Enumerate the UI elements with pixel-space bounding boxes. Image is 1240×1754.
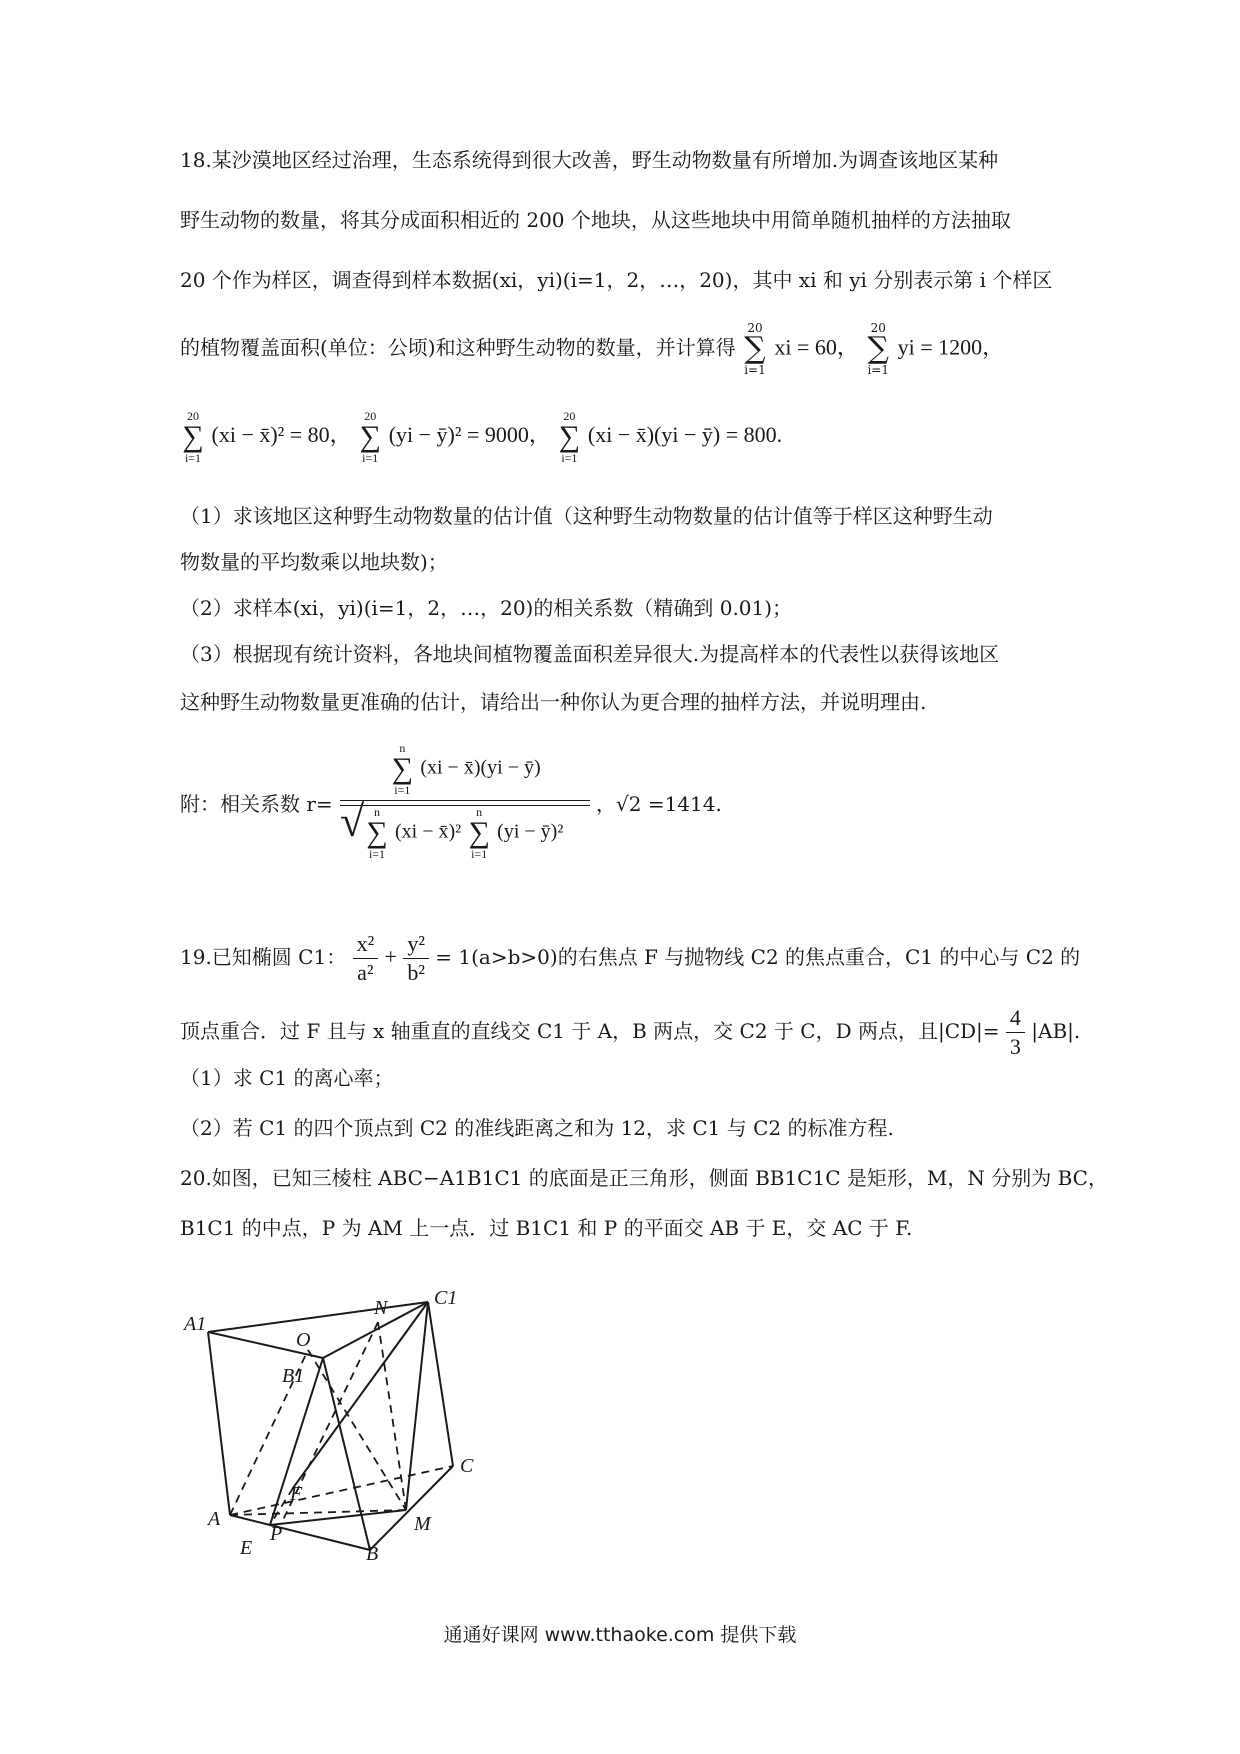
sum-symbol: n ∑ i=1 bbox=[391, 741, 414, 797]
correlation-formula bbox=[340, 742, 590, 860]
q18-line-2: 野生动物的数量，将其分成面积相近的 200 个地块，从这些地块中用简单随机抽样的方法抽取 bbox=[180, 208, 1011, 232]
prism-figure bbox=[178, 1290, 498, 1560]
q20-line-2: B1C1 的中点，P 为 AM 上一点．过 B1C1 和 P 的平面交 AB 于 E，交 AC 于 F. bbox=[180, 1216, 913, 1240]
appendix-label: 附：相关系数 r= bbox=[180, 792, 333, 816]
sum-symbol: 20 ∑ i=1 bbox=[867, 321, 889, 377]
sum-symbol: 20 ∑ i=1 bbox=[558, 409, 581, 465]
q18-line-1: 18.某沙漠地区经过治理，生态系统得到很大改善，野生动物数量有所增加.为调查该地区某种 bbox=[180, 148, 999, 172]
sqrt2-note: ，√2 =1414. bbox=[596, 792, 722, 816]
label-o: O bbox=[296, 1329, 311, 1351]
sum-sxy: (xi − x̄)(yi − ȳ) = 800. bbox=[587, 422, 783, 448]
fraction-bar bbox=[340, 800, 590, 801]
sum-sxx: (xi − x̄)² = 80， bbox=[211, 422, 352, 448]
sum-symbol: n ∑ i=1 bbox=[468, 805, 490, 861]
footer-watermark: 通通好课网 www.tthaoke.com 提供下载 bbox=[443, 1624, 797, 1646]
edge-c1-f bbox=[293, 1302, 428, 1488]
q18-sums-line bbox=[180, 410, 782, 464]
sum-y-value: yi = 1200， bbox=[897, 334, 1005, 360]
q18-line-4 bbox=[180, 322, 1004, 376]
sum-symbol: 20 ∑ i=1 bbox=[182, 409, 204, 465]
label-a: A bbox=[208, 1508, 221, 1530]
label-a1: A1 bbox=[184, 1313, 207, 1335]
sum-symbol: 20 ∑ i=1 bbox=[744, 321, 766, 377]
q19-part1: （1）求 C1 的离心率； bbox=[180, 1066, 394, 1090]
q18-part3-b: 这种野生动物数量更准确的估计，请给出一种你认为更合理的抽样方法，并说明理由. bbox=[180, 690, 927, 714]
q18-part2: （2）求样本(xi，yi)(i=1，2，…，20)的相关系数（精确到 0.01)； bbox=[180, 596, 793, 620]
q18-line-4-text: 的植物覆盖面积(单位：公顷)和这种野生动物的数量，并计算得 bbox=[180, 335, 736, 360]
label-e: E bbox=[240, 1537, 253, 1559]
four-thirds-frac: $\frac{4}{3}$ bbox=[1006, 1004, 1025, 1061]
label-b: B bbox=[366, 1543, 379, 1560]
edge-o-m-hidden bbox=[308, 1350, 406, 1510]
edge-c1-m bbox=[406, 1302, 428, 1510]
sum-syy: (yi − ȳ)² = 9000， bbox=[388, 422, 551, 448]
q18-part1-b: 物数量的平均数乘以地块数)； bbox=[180, 550, 448, 574]
edge-a1-c1 bbox=[208, 1302, 428, 1332]
edge-c1-c bbox=[428, 1302, 453, 1466]
q20-line-1: 20.如图，已知三棱柱 ABC−A1B1C1 的底面是正三角形，侧面 BB1C1C 是矩形，M，N 分别为 BC， bbox=[180, 1166, 1108, 1190]
q18-part3-a: （3）根据现有统计资料，各地块间植物覆盖面积差异很大.为提高样本的代表性以获得该地区 bbox=[180, 642, 1000, 666]
q18-line-3: 20 个作为样区，调查得到样本数据(xi，yi)(i=1，2，…，20)，其中 xi 和 yi 分别表示第 i 个样区 bbox=[180, 268, 1053, 292]
edge-a-c-hidden bbox=[230, 1466, 453, 1515]
label-f: F bbox=[290, 1483, 303, 1505]
sum-symbol: 20 ∑ i=1 bbox=[359, 409, 381, 465]
formula-denominator: √ n ∑ i=1 (xi − x̄)² n ∑ i=1 (yi − ȳ)² bbox=[340, 805, 590, 860]
label-n: N bbox=[374, 1297, 388, 1319]
label-b1: B1 bbox=[282, 1365, 305, 1387]
edge-e-m bbox=[270, 1510, 406, 1525]
q19-line-1: 19.已知椭圆 C1： $\frac{\text{x²}}{\text{a²}}$ + $\frac{\text{y²}}{\text{b²}}$ = 1(a>b>0)的右焦点 F 与抛物线 C2 的焦点重合，C1 的中心与 C2 的 bbox=[180, 931, 1081, 985]
ellipse-y-frac: $\frac{\text{y²}}{\text{b²}}$ bbox=[403, 930, 429, 987]
q19-part2: （2）若 C1 的四个顶点到 C2 的准线距离之和为 12，求 C1 与 C2 的标准方程. bbox=[180, 1116, 894, 1140]
edge-b-c bbox=[370, 1466, 453, 1550]
label-c1: C1 bbox=[434, 1290, 458, 1309]
q18-part1-a: （1）求该地区这种野生动物数量的估计值（这种野生动物数量的估计值等于样区这种野生动 bbox=[180, 504, 993, 528]
formula-numerator: n ∑ i=1 (xi − x̄)(yi − ȳ) bbox=[340, 742, 590, 794]
q19-line-2: 顶点重合．过 F 且与 x 轴重直的直线交 C1 于 A，B 两点，交 C2 于 C，D 两点，且|CD|= $\frac{4}{3}$ |AB|. bbox=[180, 1005, 1081, 1059]
sum-symbol: n ∑ i=1 bbox=[366, 805, 388, 861]
label-p: P bbox=[270, 1523, 283, 1545]
ellipse-x-frac: $\frac{\text{x²}}{\text{a²}}$ bbox=[353, 930, 379, 987]
edge-a1-a bbox=[208, 1332, 230, 1515]
label-m: M bbox=[414, 1513, 431, 1535]
label-c: C bbox=[460, 1455, 474, 1477]
sum-x-value: xi = 60， bbox=[774, 334, 859, 360]
